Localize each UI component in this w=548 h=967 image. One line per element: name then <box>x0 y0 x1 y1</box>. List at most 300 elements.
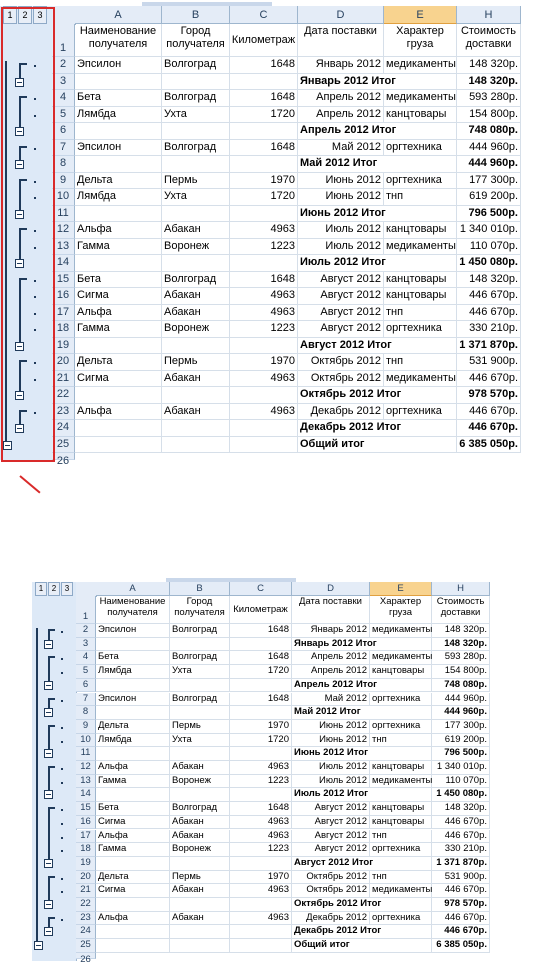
cell-h16[interactable]: 446 670р. <box>457 288 521 305</box>
column-header-e[interactable]: E <box>370 582 432 596</box>
cell-d3[interactable]: Январь 2012 Итог <box>298 74 384 91</box>
collapse-group-button[interactable] <box>44 859 53 868</box>
column-header-h[interactable]: H <box>457 6 521 24</box>
cell-h5[interactable]: 154 800р. <box>457 107 521 124</box>
row-header-2[interactable]: 2 <box>52 57 75 74</box>
cell-e2[interactable]: медикаменты <box>370 624 432 638</box>
cell-e18[interactable]: оргтехника <box>384 321 457 338</box>
cell-a14[interactable] <box>96 788 170 802</box>
cell-a13[interactable]: Гамма <box>96 775 170 789</box>
cell-d17[interactable]: Август 2012 <box>298 305 384 322</box>
column-header-e[interactable]: E <box>384 6 457 24</box>
row-header-25[interactable]: 25 <box>52 437 75 454</box>
cell-a9[interactable]: Дельта <box>96 720 170 734</box>
row-header-8[interactable]: 8 <box>76 706 96 720</box>
cell-c17[interactable]: 4963 <box>230 830 292 844</box>
header-cell-e[interactable]: Характер груза <box>384 24 457 57</box>
cell-b15[interactable]: Волгоград <box>170 802 230 816</box>
row-header-13[interactable]: 13 <box>76 775 96 789</box>
cell-e11[interactable] <box>370 747 432 761</box>
cell-d11[interactable]: Июнь 2012 Итог <box>292 747 370 761</box>
cell-b16[interactable]: Абакан <box>162 288 230 305</box>
cell-a19[interactable] <box>96 857 170 871</box>
row-header-11[interactable]: 11 <box>52 206 75 223</box>
cell-b6[interactable] <box>170 679 230 693</box>
cell-h10[interactable]: 619 200р. <box>457 189 521 206</box>
cell-b7[interactable]: Волгоград <box>162 140 230 157</box>
cell-h4[interactable]: 593 280р. <box>432 651 490 665</box>
column-header-c[interactable]: C <box>230 582 292 596</box>
cell-h12[interactable]: 1 340 010р. <box>432 761 490 775</box>
cell-b2[interactable]: Волгоград <box>170 624 230 638</box>
cell-c20[interactable]: 1970 <box>230 871 292 885</box>
cell-a2[interactable]: Эпсилон <box>75 57 162 74</box>
cell-h6[interactable]: 748 080р. <box>457 123 521 140</box>
cell-b17[interactable]: Абакан <box>170 830 230 844</box>
cell-d5[interactable]: Апрель 2012 <box>292 665 370 679</box>
cell-b25[interactable] <box>170 939 230 953</box>
cell-b22[interactable] <box>162 387 230 404</box>
cell-e17[interactable]: тнп <box>370 830 432 844</box>
cell-b9[interactable]: Пермь <box>162 173 230 190</box>
cell-d22[interactable]: Октябрь 2012 Итог <box>292 898 370 912</box>
cell-b6[interactable] <box>162 123 230 140</box>
row-header-26[interactable]: 26 <box>76 953 96 959</box>
cell-c25[interactable] <box>230 437 298 454</box>
cell-d17[interactable]: Август 2012 <box>292 830 370 844</box>
column-header-d[interactable]: D <box>292 582 370 596</box>
cell-h15[interactable]: 148 320р. <box>457 272 521 289</box>
cell-b19[interactable] <box>162 338 230 355</box>
cell-h2[interactable]: 148 320р. <box>432 624 490 638</box>
cell-h11[interactable]: 796 500р. <box>432 747 490 761</box>
cell-c9[interactable]: 1970 <box>230 173 298 190</box>
cell-h3[interactable]: 148 320р. <box>457 74 521 91</box>
cell-c23[interactable]: 4963 <box>230 912 292 926</box>
cell-h18[interactable]: 330 210р. <box>432 843 490 857</box>
cell-c14[interactable] <box>230 255 298 272</box>
cell-b20[interactable]: Пермь <box>162 354 230 371</box>
collapse-group-button[interactable] <box>44 927 53 936</box>
cell-d7[interactable]: Май 2012 <box>292 693 370 707</box>
cell-h8[interactable]: 444 960р. <box>432 706 490 720</box>
cell-d2[interactable]: Январь 2012 <box>298 57 384 74</box>
column-header-h[interactable]: H <box>432 582 490 596</box>
cell-c3[interactable] <box>230 638 292 652</box>
row-header-17[interactable]: 17 <box>52 305 75 322</box>
cell-h24[interactable]: 446 670р. <box>457 420 521 437</box>
header-cell-c[interactable]: Километраж <box>230 596 292 624</box>
row-header-9[interactable]: 9 <box>52 173 75 190</box>
cell-c6[interactable] <box>230 679 292 693</box>
cell-h9[interactable]: 177 300р. <box>457 173 521 190</box>
cell-a17[interactable]: Альфа <box>75 305 162 322</box>
cell-b11[interactable] <box>162 206 230 223</box>
cell-e20[interactable]: тнп <box>384 354 457 371</box>
cell-b5[interactable]: Ухта <box>170 665 230 679</box>
row-header-19[interactable]: 19 <box>76 857 96 871</box>
cell-a3[interactable] <box>96 638 170 652</box>
row-header-5[interactable]: 5 <box>76 665 96 679</box>
cell-c13[interactable]: 1223 <box>230 239 298 256</box>
cell-h20[interactable]: 531 900р. <box>432 871 490 885</box>
cell-c4[interactable]: 1648 <box>230 651 292 665</box>
row-header-6[interactable]: 6 <box>76 679 96 693</box>
cell-h3[interactable]: 148 320р. <box>432 638 490 652</box>
cell-a24[interactable] <box>96 925 170 939</box>
cell-e15[interactable]: канцтовары <box>384 272 457 289</box>
cell-a10[interactable]: Лямбда <box>96 734 170 748</box>
cell-b3[interactable] <box>162 74 230 91</box>
cell-a14[interactable] <box>75 255 162 272</box>
cell-e7[interactable]: оргтехника <box>384 140 457 157</box>
cell-a22[interactable] <box>75 387 162 404</box>
cell-e9[interactable]: оргтехника <box>370 720 432 734</box>
cell-d20[interactable]: Октябрь 2012 <box>292 871 370 885</box>
row-header-24[interactable]: 24 <box>52 420 75 437</box>
row-header-21[interactable]: 21 <box>52 371 75 388</box>
cell-b3[interactable] <box>170 638 230 652</box>
header-cell-a[interactable]: Наименование получателя <box>75 24 162 57</box>
cell-a22[interactable] <box>96 898 170 912</box>
outline-level-1-button[interactable]: 1 <box>35 582 47 596</box>
cell-b19[interactable] <box>170 857 230 871</box>
cell-d14[interactable]: Июль 2012 Итог <box>298 255 384 272</box>
cell-a21[interactable]: Сигма <box>96 884 170 898</box>
column-header-b[interactable]: B <box>162 6 230 24</box>
cell-e14[interactable] <box>370 788 432 802</box>
cell-h11[interactable]: 796 500р. <box>457 206 521 223</box>
cell-e3[interactable] <box>370 638 432 652</box>
outline-level-2-button[interactable]: 2 <box>18 6 32 24</box>
header-cell-a[interactable]: Наименование получателя <box>96 596 170 624</box>
cell-a21[interactable]: Сигма <box>75 371 162 388</box>
cell-d24[interactable]: Декабрь 2012 Итог <box>298 420 384 437</box>
cell-h21[interactable]: 446 670р. <box>457 371 521 388</box>
cell-a13[interactable]: Гамма <box>75 239 162 256</box>
cell-h9[interactable]: 177 300р. <box>432 720 490 734</box>
cell-b10[interactable]: Ухта <box>170 734 230 748</box>
row-header-24[interactable]: 24 <box>76 925 96 939</box>
cell-a6[interactable] <box>75 123 162 140</box>
row-header-23[interactable]: 23 <box>52 404 75 421</box>
row-header-6[interactable]: 6 <box>52 123 75 140</box>
cell-e20[interactable]: тнп <box>370 871 432 885</box>
cell-h7[interactable]: 444 960р. <box>457 140 521 157</box>
cell-e5[interactable]: канцтовары <box>370 665 432 679</box>
cell-a2[interactable]: Эпсилон <box>96 624 170 638</box>
row-header-12[interactable]: 12 <box>76 761 96 775</box>
cell-c8[interactable] <box>230 706 292 720</box>
collapse-group-button[interactable] <box>44 900 53 909</box>
cell-b15[interactable]: Волгоград <box>162 272 230 289</box>
cell-d18[interactable]: Август 2012 <box>292 843 370 857</box>
cell-a15[interactable]: Бета <box>75 272 162 289</box>
cell-d9[interactable]: Июнь 2012 <box>292 720 370 734</box>
row-header-14[interactable]: 14 <box>76 788 96 802</box>
cell-c22[interactable] <box>230 898 292 912</box>
row-header-18[interactable]: 18 <box>52 321 75 338</box>
cell-a7[interactable]: Эпсилон <box>75 140 162 157</box>
outline-level-1-button[interactable]: 1 <box>3 6 17 24</box>
row-header-3[interactable]: 3 <box>52 74 75 91</box>
cell-b18[interactable]: Воронеж <box>170 843 230 857</box>
cell-d10[interactable]: Июнь 2012 <box>298 189 384 206</box>
cell-d25[interactable]: Общий итог <box>292 939 370 953</box>
cell-e21[interactable]: медикаменты <box>384 371 457 388</box>
row-header-13[interactable]: 13 <box>52 239 75 256</box>
row-header-1[interactable]: 1 <box>76 596 96 624</box>
cell-b8[interactable] <box>170 706 230 720</box>
cell-a24[interactable] <box>75 420 162 437</box>
collapse-group-button[interactable] <box>44 708 53 717</box>
cell-h19[interactable]: 1 371 870р. <box>432 857 490 871</box>
cell-e23[interactable]: оргтехника <box>370 912 432 926</box>
cell-c23[interactable]: 4963 <box>230 404 298 421</box>
cell-e17[interactable]: тнп <box>384 305 457 322</box>
header-cell-b[interactable]: Город получателя <box>162 24 230 57</box>
row-header-25[interactable]: 25 <box>76 939 96 953</box>
cell-h4[interactable]: 593 280р. <box>457 90 521 107</box>
row-header-2[interactable]: 2 <box>76 624 96 638</box>
cell-d22[interactable]: Октябрь 2012 Итог <box>298 387 384 404</box>
cell-h10[interactable]: 619 200р. <box>432 734 490 748</box>
row-header-10[interactable]: 10 <box>76 734 96 748</box>
cell-c12[interactable]: 4963 <box>230 761 292 775</box>
cell-h7[interactable]: 444 960р. <box>432 693 490 707</box>
cell-d21[interactable]: Октябрь 2012 <box>292 884 370 898</box>
cell-a25[interactable] <box>96 939 170 953</box>
outline-level-3-button[interactable]: 3 <box>33 6 47 24</box>
cell-e13[interactable]: медикаменты <box>370 775 432 789</box>
row-header-5[interactable]: 5 <box>52 107 75 124</box>
row-header-9[interactable]: 9 <box>76 720 96 734</box>
cell-c2[interactable]: 1648 <box>230 57 298 74</box>
cell-b2[interactable]: Волгоград <box>162 57 230 74</box>
cell-a10[interactable]: Лямбда <box>75 189 162 206</box>
cell-d4[interactable]: Апрель 2012 <box>292 651 370 665</box>
cell-d6[interactable]: Апрель 2012 Итог <box>298 123 384 140</box>
cell-h5[interactable]: 154 800р. <box>432 665 490 679</box>
row-header-26[interactable]: 26 <box>52 453 75 460</box>
header-cell-c[interactable]: Километраж <box>230 24 298 57</box>
row-header-10[interactable]: 10 <box>52 189 75 206</box>
row-header-14[interactable]: 14 <box>52 255 75 272</box>
cell-d25[interactable]: Общий итог <box>298 437 384 454</box>
cell-a4[interactable]: Бета <box>96 651 170 665</box>
row-header-21[interactable]: 21 <box>76 884 96 898</box>
cell-e8[interactable] <box>384 156 457 173</box>
cell-a7[interactable]: Эпсилон <box>96 693 170 707</box>
cell-h20[interactable]: 531 900р. <box>457 354 521 371</box>
cell-d23[interactable]: Декабрь 2012 <box>292 912 370 926</box>
cell-d2[interactable]: Январь 2012 <box>292 624 370 638</box>
cell-h13[interactable]: 110 070р. <box>457 239 521 256</box>
cell-a23[interactable]: Альфа <box>75 404 162 421</box>
header-cell-e[interactable]: Характер груза <box>370 596 432 624</box>
cell-d23[interactable]: Декабрь 2012 <box>298 404 384 421</box>
cell-d15[interactable]: Август 2012 <box>292 802 370 816</box>
cell-h22[interactable]: 978 570р. <box>432 898 490 912</box>
header-cell-d[interactable]: Дата поставки <box>298 24 384 57</box>
cell-b25[interactable] <box>162 437 230 454</box>
row-header-20[interactable]: 20 <box>52 354 75 371</box>
cell-e25[interactable] <box>370 939 432 953</box>
cell-d6[interactable]: Апрель 2012 Итог <box>292 679 370 693</box>
outline-level-3-button[interactable]: 3 <box>61 582 73 596</box>
cell-b21[interactable]: Абакан <box>170 884 230 898</box>
cell-d8[interactable]: Май 2012 Итог <box>298 156 384 173</box>
column-header-c[interactable]: C <box>230 6 298 24</box>
header-cell-d[interactable]: Дата поставки <box>292 596 370 624</box>
cell-c20[interactable]: 1970 <box>230 354 298 371</box>
cell-h6[interactable]: 748 080р. <box>432 679 490 693</box>
row-header-3[interactable]: 3 <box>76 638 96 652</box>
cell-c16[interactable]: 4963 <box>230 816 292 830</box>
cell-b11[interactable] <box>170 747 230 761</box>
cell-d19[interactable]: Август 2012 Итог <box>298 338 384 355</box>
cell-c21[interactable]: 4963 <box>230 371 298 388</box>
cell-c19[interactable] <box>230 857 292 871</box>
cell-e10[interactable]: тнп <box>370 734 432 748</box>
cell-h14[interactable]: 1 450 080р. <box>457 255 521 272</box>
cell-e16[interactable]: канцтовары <box>384 288 457 305</box>
cell-c7[interactable]: 1648 <box>230 140 298 157</box>
cell-e11[interactable] <box>384 206 457 223</box>
cell-c5[interactable]: 1720 <box>230 107 298 124</box>
cell-h14[interactable]: 1 450 080р. <box>432 788 490 802</box>
cell-h24[interactable]: 446 670р. <box>432 925 490 939</box>
cell-h22[interactable]: 978 570р. <box>457 387 521 404</box>
cell-h18[interactable]: 330 210р. <box>457 321 521 338</box>
cell-b4[interactable]: Волгоград <box>170 651 230 665</box>
cell-h2[interactable]: 148 320р. <box>457 57 521 74</box>
header-cell-h[interactable]: Стоимость доставки <box>457 24 521 57</box>
cell-e10[interactable]: тнп <box>384 189 457 206</box>
cell-b7[interactable]: Волгоград <box>170 693 230 707</box>
cell-h23[interactable]: 446 670р. <box>457 404 521 421</box>
cell-a4[interactable]: Бета <box>75 90 162 107</box>
row-header-4[interactable]: 4 <box>76 651 96 665</box>
row-header-8[interactable]: 8 <box>52 156 75 173</box>
outline-level-2-button[interactable]: 2 <box>48 582 60 596</box>
cell-c22[interactable] <box>230 387 298 404</box>
collapse-group-button[interactable] <box>44 749 53 758</box>
cell-e16[interactable]: канцтовары <box>370 816 432 830</box>
cell-c10[interactable]: 1720 <box>230 189 298 206</box>
cell-c11[interactable] <box>230 747 292 761</box>
cell-d13[interactable]: Июль 2012 <box>292 775 370 789</box>
cell-b22[interactable] <box>170 898 230 912</box>
cell-c12[interactable]: 4963 <box>230 222 298 239</box>
cell-b23[interactable]: Абакан <box>162 404 230 421</box>
cell-c24[interactable] <box>230 420 298 437</box>
cell-b13[interactable]: Воронеж <box>162 239 230 256</box>
row-header-15[interactable]: 15 <box>76 802 96 816</box>
cell-a11[interactable] <box>96 747 170 761</box>
cell-c7[interactable]: 1648 <box>230 693 292 707</box>
cell-a11[interactable] <box>75 206 162 223</box>
cell-b18[interactable]: Воронеж <box>162 321 230 338</box>
cell-c3[interactable] <box>230 74 298 91</box>
cell-e4[interactable]: медикаменты <box>370 651 432 665</box>
cell-d15[interactable]: Август 2012 <box>298 272 384 289</box>
cell-c14[interactable] <box>230 788 292 802</box>
cell-d4[interactable]: Апрель 2012 <box>298 90 384 107</box>
cell-e13[interactable]: медикаменты <box>384 239 457 256</box>
header-cell-h[interactable]: Стоимость доставки <box>432 596 490 624</box>
cell-a8[interactable] <box>75 156 162 173</box>
cell-e14[interactable] <box>384 255 457 272</box>
cell-b13[interactable]: Воронеж <box>170 775 230 789</box>
cell-h17[interactable]: 446 670р. <box>432 830 490 844</box>
cell-c18[interactable]: 1223 <box>230 321 298 338</box>
cell-c4[interactable]: 1648 <box>230 90 298 107</box>
cell-c9[interactable]: 1970 <box>230 720 292 734</box>
cell-e9[interactable]: оргтехника <box>384 173 457 190</box>
cell-b21[interactable]: Абакан <box>162 371 230 388</box>
cell-b9[interactable]: Пермь <box>170 720 230 734</box>
cell-c10[interactable]: 1720 <box>230 734 292 748</box>
cell-c24[interactable] <box>230 925 292 939</box>
cell-c16[interactable]: 4963 <box>230 288 298 305</box>
collapse-group-button[interactable] <box>44 790 53 799</box>
row-header-16[interactable]: 16 <box>52 288 75 305</box>
cell-d14[interactable]: Июль 2012 Итог <box>292 788 370 802</box>
cell-a3[interactable] <box>75 74 162 91</box>
cell-d19[interactable]: Август 2012 Итог <box>292 857 370 871</box>
cell-e19[interactable] <box>384 338 457 355</box>
cell-a15[interactable]: Бета <box>96 802 170 816</box>
cell-d8[interactable]: Май 2012 Итог <box>292 706 370 720</box>
cell-c18[interactable]: 1223 <box>230 843 292 857</box>
cell-a8[interactable] <box>96 706 170 720</box>
cell-d9[interactable]: Июнь 2012 <box>298 173 384 190</box>
cell-e6[interactable] <box>370 679 432 693</box>
cell-d5[interactable]: Апрель 2012 <box>298 107 384 124</box>
row-header-18[interactable]: 18 <box>76 843 96 857</box>
cell-c17[interactable]: 4963 <box>230 305 298 322</box>
cell-b20[interactable]: Пермь <box>170 871 230 885</box>
cell-e21[interactable]: медикаменты <box>370 884 432 898</box>
collapse-all-button[interactable] <box>34 941 43 950</box>
cell-d16[interactable]: Август 2012 <box>298 288 384 305</box>
cell-d12[interactable]: Июль 2012 <box>298 222 384 239</box>
cell-b10[interactable]: Ухта <box>162 189 230 206</box>
cell-h25[interactable]: 6 385 050р. <box>457 437 521 454</box>
cell-a20[interactable]: Дельта <box>75 354 162 371</box>
cell-h12[interactable]: 1 340 010р. <box>457 222 521 239</box>
column-header-d[interactable]: D <box>298 6 384 24</box>
cell-c15[interactable]: 1648 <box>230 272 298 289</box>
cell-c6[interactable] <box>230 123 298 140</box>
row-header-11[interactable]: 11 <box>76 747 96 761</box>
row-header-16[interactable]: 16 <box>76 816 96 830</box>
row-header-19[interactable]: 19 <box>52 338 75 355</box>
cell-c15[interactable]: 1648 <box>230 802 292 816</box>
cell-b12[interactable]: Абакан <box>162 222 230 239</box>
cell-d20[interactable]: Октябрь 2012 <box>298 354 384 371</box>
cell-a18[interactable]: Гамма <box>96 843 170 857</box>
cell-h19[interactable]: 1 371 870р. <box>457 338 521 355</box>
cell-a5[interactable]: Лямбда <box>75 107 162 124</box>
cell-e12[interactable]: канцтовары <box>384 222 457 239</box>
row-header-20[interactable]: 20 <box>76 871 96 885</box>
row-header-22[interactable]: 22 <box>52 387 75 404</box>
column-header-a[interactable]: A <box>96 582 170 596</box>
cell-a16[interactable]: Сигма <box>96 816 170 830</box>
cell-e8[interactable] <box>370 706 432 720</box>
